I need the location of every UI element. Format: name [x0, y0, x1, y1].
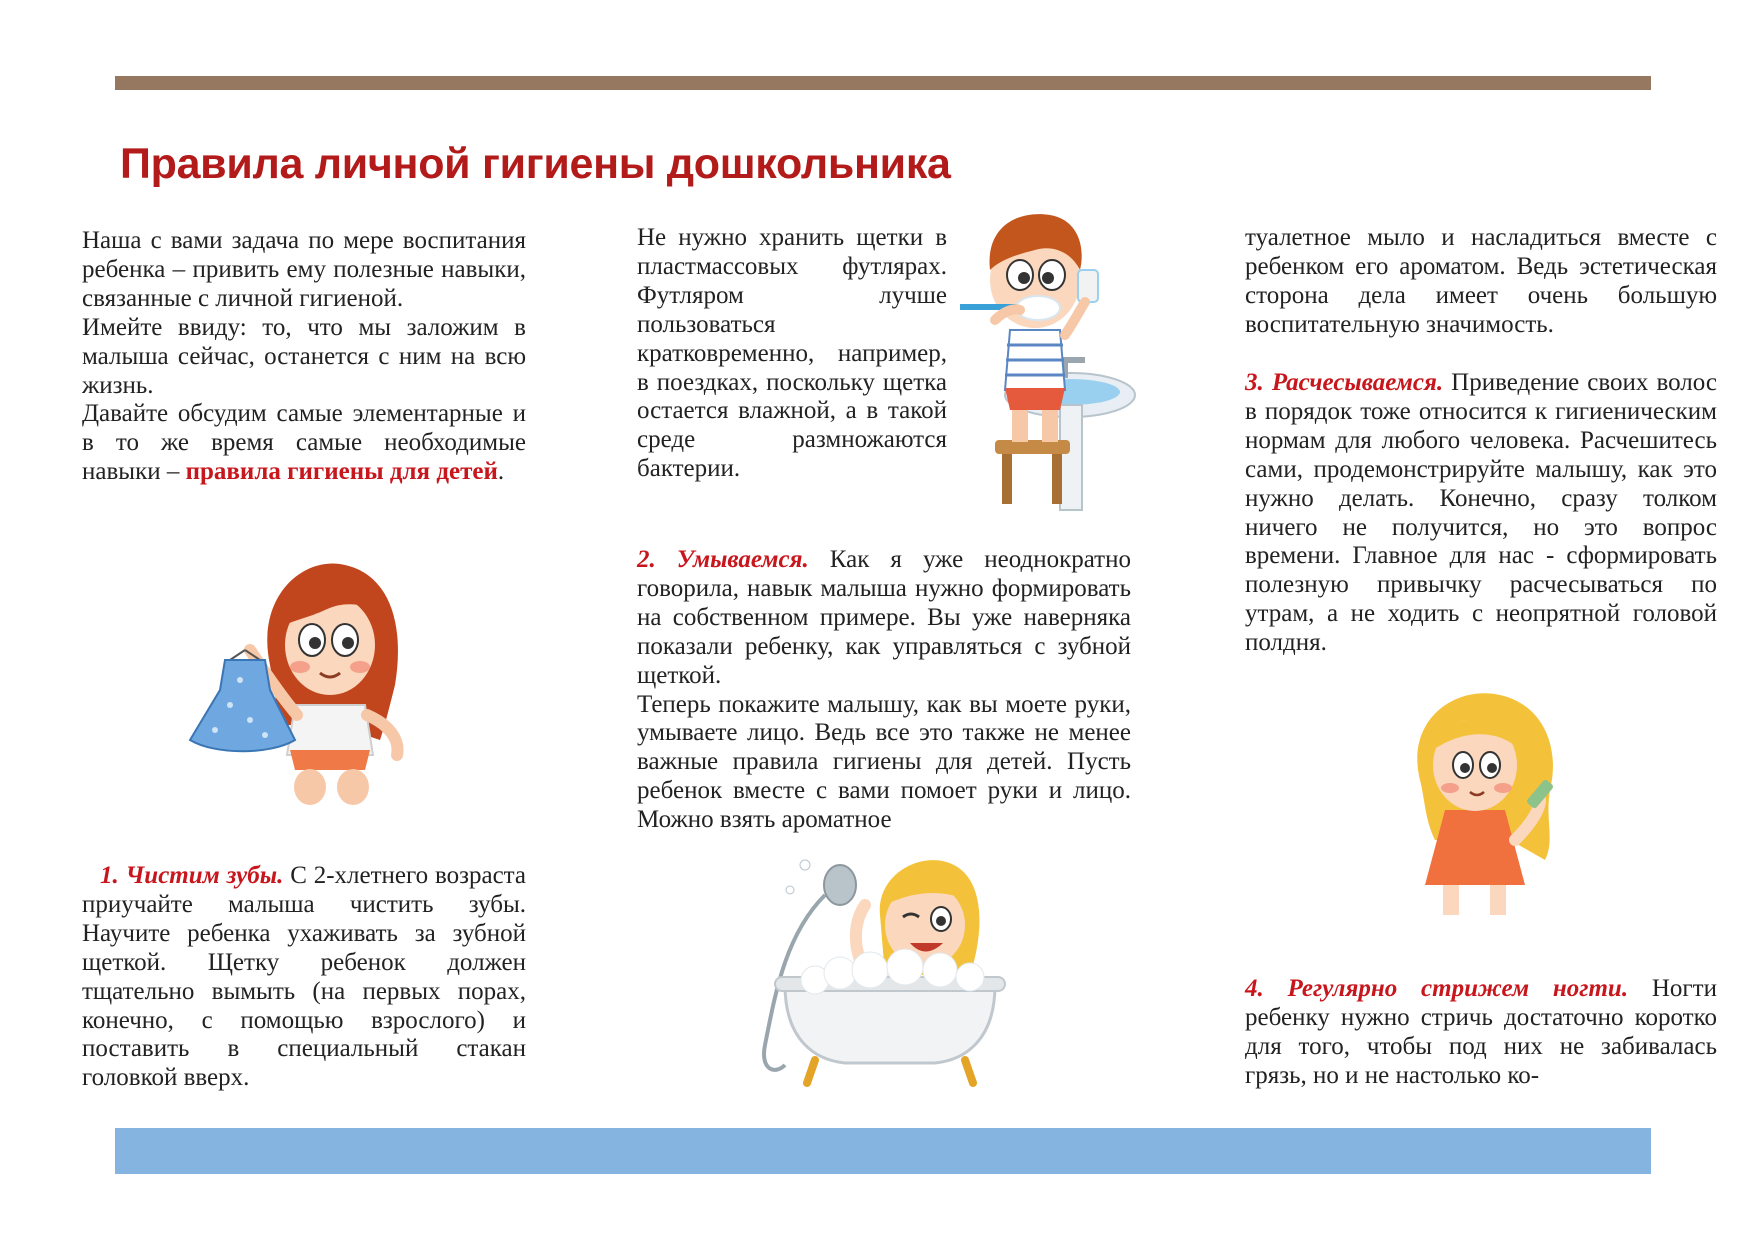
girl-with-dress-illustration: [185, 555, 425, 805]
toothbrush-note-paragraph: Не нужно хранить щетки в пластмассовых футлярах. Футляром лучше пользоваться кратковременно, например, в поездках, поскольку щетка остается влажной, а в такой среде размножаются бактерии.: [637, 224, 947, 483]
intro-paragraph-3-end: .: [497, 458, 505, 486]
girl-combing-hair-illustration: [1395, 690, 1575, 930]
section-1-body: С 2-хлетнего возраста приучайте малыша чистить зубы. Научите ребенка ухаживать за зубной щеткой. Щетку ребенок должен тщательно вымыть (на первых порах, конечно, с помощью взрослого) и поставить в специальный стакан головкой вверх.: [82, 862, 526, 1092]
intro-paragraph-1: Наша с вами задача по мере воспитания ребенка – привить ему полезные навыки, связанные с личной гигиеной.: [82, 227, 526, 312]
section-3-heading: 3. Расчесываемся.: [1245, 369, 1444, 396]
section-2-heading: 2. Умываемся.: [637, 546, 809, 573]
boy-brushing-teeth-illustration: [960, 210, 1140, 515]
section-4-paragraph: [1245, 975, 1717, 1091]
child-in-bathtub-illustration: [745, 845, 1035, 1090]
continuation-paragraph: туалетное мыло и насладиться вместе с ребенком его ароматом. Ведь эстетическая сторона дела имеет очень большую воспитательную значимость.: [1245, 224, 1717, 338]
bottom-decorative-bar: [115, 1128, 1651, 1174]
section-3-body: Приведение своих волос в порядок тоже относится к гигиеническим нормам для любого человека. Расчешитесь сами, продемонстрируйте малышу, как это нужно делать. Конечно, сразу толком ничего не получится, но это вопрос времени. Главное для нас - сформировать полезную привычку расчесываться по утрам, а не ходить с неопрятной головой полдня.: [1245, 369, 1717, 657]
hygiene-rules-highlight: правила гигиены для детей: [185, 458, 498, 486]
intro-text: [82, 227, 526, 487]
section-3-paragraph: [1245, 369, 1717, 658]
intro-paragraph-3: [82, 400, 526, 487]
section-1-heading: 1. Чистим зубы.: [100, 862, 284, 889]
section-2-text: [637, 546, 1131, 835]
toothbrush-note: [637, 224, 947, 484]
intro-paragraph-3-text: Давайте обсудим самые элементарные и в то же время самые необходимые навыки –: [82, 400, 526, 486]
section-4-body: Ногти ребенку нужно стричь достаточно коротко для того, чтобы под них не забивалась грязь, но и не настолько ко-: [1245, 975, 1717, 1089]
column-3-continuation: [1245, 224, 1717, 340]
section-1-paragraph: [82, 862, 526, 1093]
section-2-paragraph-1: [637, 546, 1131, 691]
section-2-body: Как я уже неоднократно говорила, навык малыша нужно формировать на собственном примере. Вы уже наверняка показали ребенку, как управляться с зубной щеткой.: [637, 546, 1131, 689]
section-4-text: [1245, 975, 1717, 1091]
section-1-text: [82, 862, 526, 1093]
intro-paragraph-2: Имейте ввиду: то, что мы заложим в малыша сейчас, останется с ним на всю жизнь.: [82, 313, 526, 399]
section-4-heading: 4. Регулярно стрижем ногти.: [1245, 975, 1629, 1002]
top-decorative-bar: [115, 76, 1651, 90]
section-3-text: [1245, 369, 1717, 658]
page-title: Правила личной гигиены дошкольника: [120, 140, 951, 188]
section-2-paragraph-2: Теперь покажите малышу, как вы моете руки, умываете лицо. Ведь все это также не менее важные правила гигиены для детей. Пусть ребенок вместе с вами помоет руки и лицо. Можно взять ароматное: [637, 690, 1131, 834]
